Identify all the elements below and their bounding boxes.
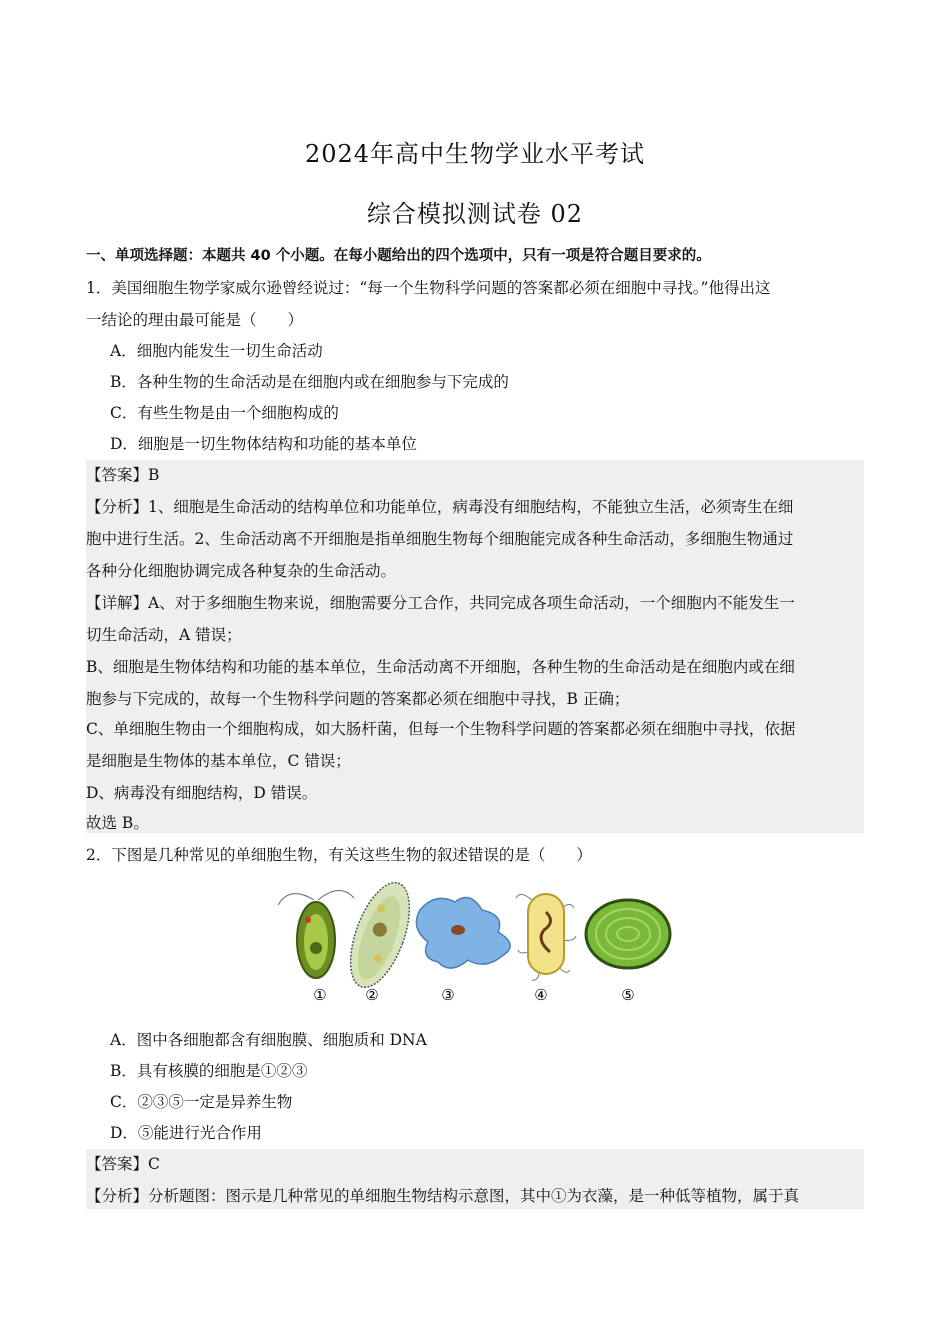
single-cell-organisms-figure <box>270 870 680 1010</box>
q1-stem-line1: 1．美国细胞生物学家威尔逊曾经说过：“每一个生物科学问题的答案都必须在细胞中寻找。”他得出这 <box>86 279 771 297</box>
q1-option-d: D．细胞是一切生物体结构和功能的基本单位 <box>110 435 417 453</box>
page-title: 2024年高中生物学业水平考试 <box>304 140 646 168</box>
q1-detail-line4: 胞参与下完成的，故每一个生物科学问题的答案都必须在细胞中寻找，B 正确； <box>86 690 630 708</box>
page-subtitle: 综合模拟测试卷 02 <box>366 200 584 228</box>
q2-option-d: D．⑤能进行光合作用 <box>110 1124 262 1142</box>
q1-answer: 【答案】B <box>86 466 160 484</box>
q1-detail-line2: 切生命活动，A 错误； <box>86 626 242 644</box>
figure-label-2: ② <box>365 986 379 1004</box>
q2-option-c: C．②③⑤一定是异养生物 <box>110 1093 293 1111</box>
q1-detail-line6: 是细胞是生物体的基本单位，C 错误； <box>86 752 351 770</box>
figure-label-1: ① <box>313 986 327 1004</box>
q2-answer: 【答案】C <box>86 1155 160 1173</box>
q2-option-b: B．具有核膜的细胞是①②③ <box>110 1062 308 1080</box>
green-cell-drawing <box>586 900 670 968</box>
q1-option-a: A．细胞内能发生一切生命活动 <box>110 342 323 360</box>
q1-detail-line1: 【详解】A、对于多细胞生物来说，细胞需要分工合作，共同完成各项生命活动，一个细胞内不能发生一 <box>86 594 795 612</box>
q2-stem: 2．下图是几种常见的单细胞生物，有关这些生物的叙述错误的是（ ） <box>86 846 592 864</box>
amoeba-nucleus <box>451 925 465 935</box>
q1-analysis-line3: 各种分化细胞协调完成各种复杂的生命活动。 <box>86 562 397 580</box>
q2-analysis: 【分析】分析题图：图示是几种常见的单细胞生物结构示意图，其中①为衣藻，是一种低等植物，属于真 <box>86 1187 800 1205</box>
q1-analysis-line1: 【分析】1、细胞是生命活动的结构单位和功能单位，病毒没有细胞结构，不能独立生活，必须寄生在细 <box>86 498 794 516</box>
q1-analysis-line2: 胞中进行生活。2、生命活动离不开细胞是指单细胞生物每个细胞能完成各种生命活动，多细胞生物通过 <box>86 530 794 548</box>
figure-label-3: ③ <box>441 986 455 1004</box>
q1-detail-line3: B、细胞是生物体结构和功能的基本单位，生命活动离不开细胞，各种生物的生命活动是在细胞内或在细 <box>86 658 795 676</box>
q1-option-b: B．各种生物的生命活动是在细胞内或在细胞参与下完成的 <box>110 373 509 391</box>
figure-label-5: ⑤ <box>621 986 635 1004</box>
q1-stem-line2: 一结论的理由最可能是（ ） <box>86 311 304 329</box>
q2-option-a: A．图中各细胞都含有细胞膜、细胞质和 DNA <box>110 1031 427 1049</box>
chlamydomonas-drawing <box>278 890 354 978</box>
bacterium-drawing <box>516 894 576 980</box>
section-heading: 一、单项选择题：本题共 40 个小题。在每小题给出的四个选项中，只有一项是符合题目要求的。 <box>86 248 711 264</box>
paramecium-drawing <box>339 875 422 995</box>
q1-detail-line8: 故选 B。 <box>86 814 149 832</box>
q1-option-c: C．有些生物是由一个细胞构成的 <box>110 404 339 422</box>
figure-label-4: ④ <box>534 986 548 1004</box>
q1-detail-line7: D、病毒没有细胞结构，D 错误。 <box>86 784 318 802</box>
q1-detail-line5: C、单细胞生物由一个细胞构成，如大肠杆菌，但每一个生物科学问题的答案都必须在细胞中寻找，依据 <box>86 720 796 738</box>
